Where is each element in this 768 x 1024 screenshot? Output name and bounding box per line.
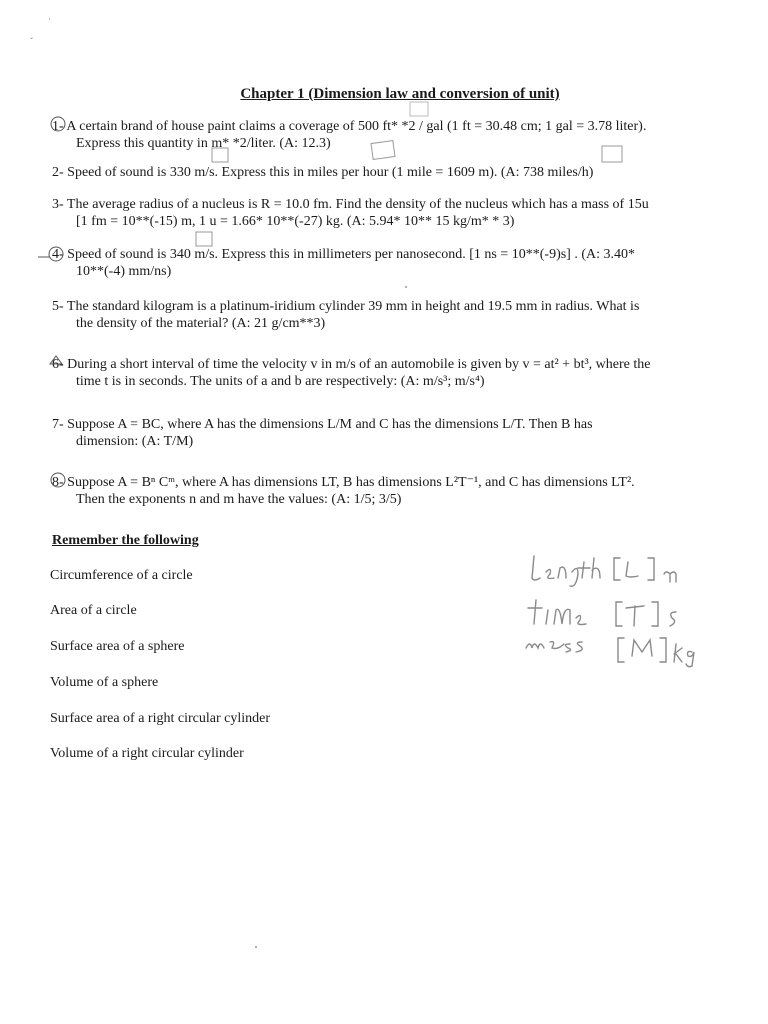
problem-number: 4- — [52, 247, 64, 262]
pencil-box-mark — [410, 102, 428, 116]
problem-text: Suppose A = Bⁿ Cᵐ, where A has dimensions LT, B has dimensions L²T⁻¹, and C has dimensions LT². — [67, 475, 635, 490]
problem-number: 8- — [52, 475, 64, 490]
problem-number: 5- — [52, 299, 64, 314]
problem-number: 6- — [52, 357, 64, 372]
problem-text: During a short interval of time the velocity v in m/s of an automobile is given by v = at² + bt³, where the — [67, 357, 651, 372]
problem-number: 7- — [52, 417, 64, 432]
remember-item: Surface area of a right circular cylinder — [50, 711, 270, 726]
remember-item: Surface area of a sphere — [50, 639, 185, 654]
problem-text-continued: the density of the material? (A: 21 g/cm**3) — [76, 316, 326, 331]
remember-heading: Remember the following — [52, 533, 199, 548]
triangle-mark-6 — [50, 356, 62, 364]
problem-number: 1- — [52, 119, 64, 134]
problem-number: 3- — [52, 197, 64, 212]
problem-text-continued: Then the exponents n and m have the values: (A: 1/5; 3/5) — [76, 492, 402, 507]
handwritten-notes-image — [520, 548, 740, 668]
problem-text: A certain brand of house paint claims a coverage of 500 ft* *2 / gal (1 ft = 30.48 cm; 1 gal = 3.78 liter). — [66, 119, 647, 134]
problem-text: The average radius of a nucleus is R = 10.0 fm. Find the density of the nucleus which has a mass of 15u — [66, 197, 649, 212]
page-title: Chapter 1 (Dimension law and conversion of unit) — [240, 86, 560, 102]
remember-item: Circumference of a circle — [50, 568, 193, 583]
scan-mark: · — [48, 14, 51, 24]
remember-item: Volume of a right circular cylinder — [50, 746, 244, 761]
problem-text: Speed of sound is 330 m/s. Express this in miles per hour (1 mile = 1609 m). (A: 738 miles/h) — [67, 165, 594, 180]
problem-text-continued: Express this quantity in m* *2/liter. (A: 12.3) — [76, 136, 331, 151]
circle-mark-8 — [51, 473, 65, 487]
problem-text: The standard kilogram is a platinum-iridium cylinder 39 mm in height and 19.5 mm in radius. What is — [66, 299, 640, 314]
pencil-box-mark — [602, 146, 622, 162]
pencil-box-mark — [371, 141, 395, 160]
circle-mark-4 — [49, 247, 63, 261]
remember-item: Area of a circle — [50, 603, 137, 618]
scan-mark: ˇ — [30, 36, 33, 46]
problem-text: Speed of sound is 340 m/s. Express this in millimeters per nanosecond. [1 ns = 10**(-9)s] . (A: 3.40* — [67, 247, 635, 262]
problem-text-continued: time t is in seconds. The units of a and b are respectively: (A: m/s³; m/s⁴) — [76, 374, 485, 389]
problem-number: 2- — [52, 165, 64, 180]
problem-text-continued: [1 fm = 10**(-15) m, 1 u = 1.66* 10**(-27) kg. (A: 5.94* 10** 15 kg/m* * 3) — [76, 214, 515, 229]
pencil-box-mark — [196, 232, 212, 246]
remember-item: Volume of a sphere — [50, 675, 159, 690]
problem-text-continued: dimension: (A: T/M) — [76, 434, 194, 449]
pencil-box-mark — [212, 148, 228, 162]
problem-text: Suppose A = BC, where A has the dimensions L/M and C has the dimensions L/T. Then B has — [67, 417, 593, 432]
circle-mark-1 — [51, 117, 65, 131]
problem-text-continued: 10**(-4) mm/ns) — [76, 264, 172, 279]
